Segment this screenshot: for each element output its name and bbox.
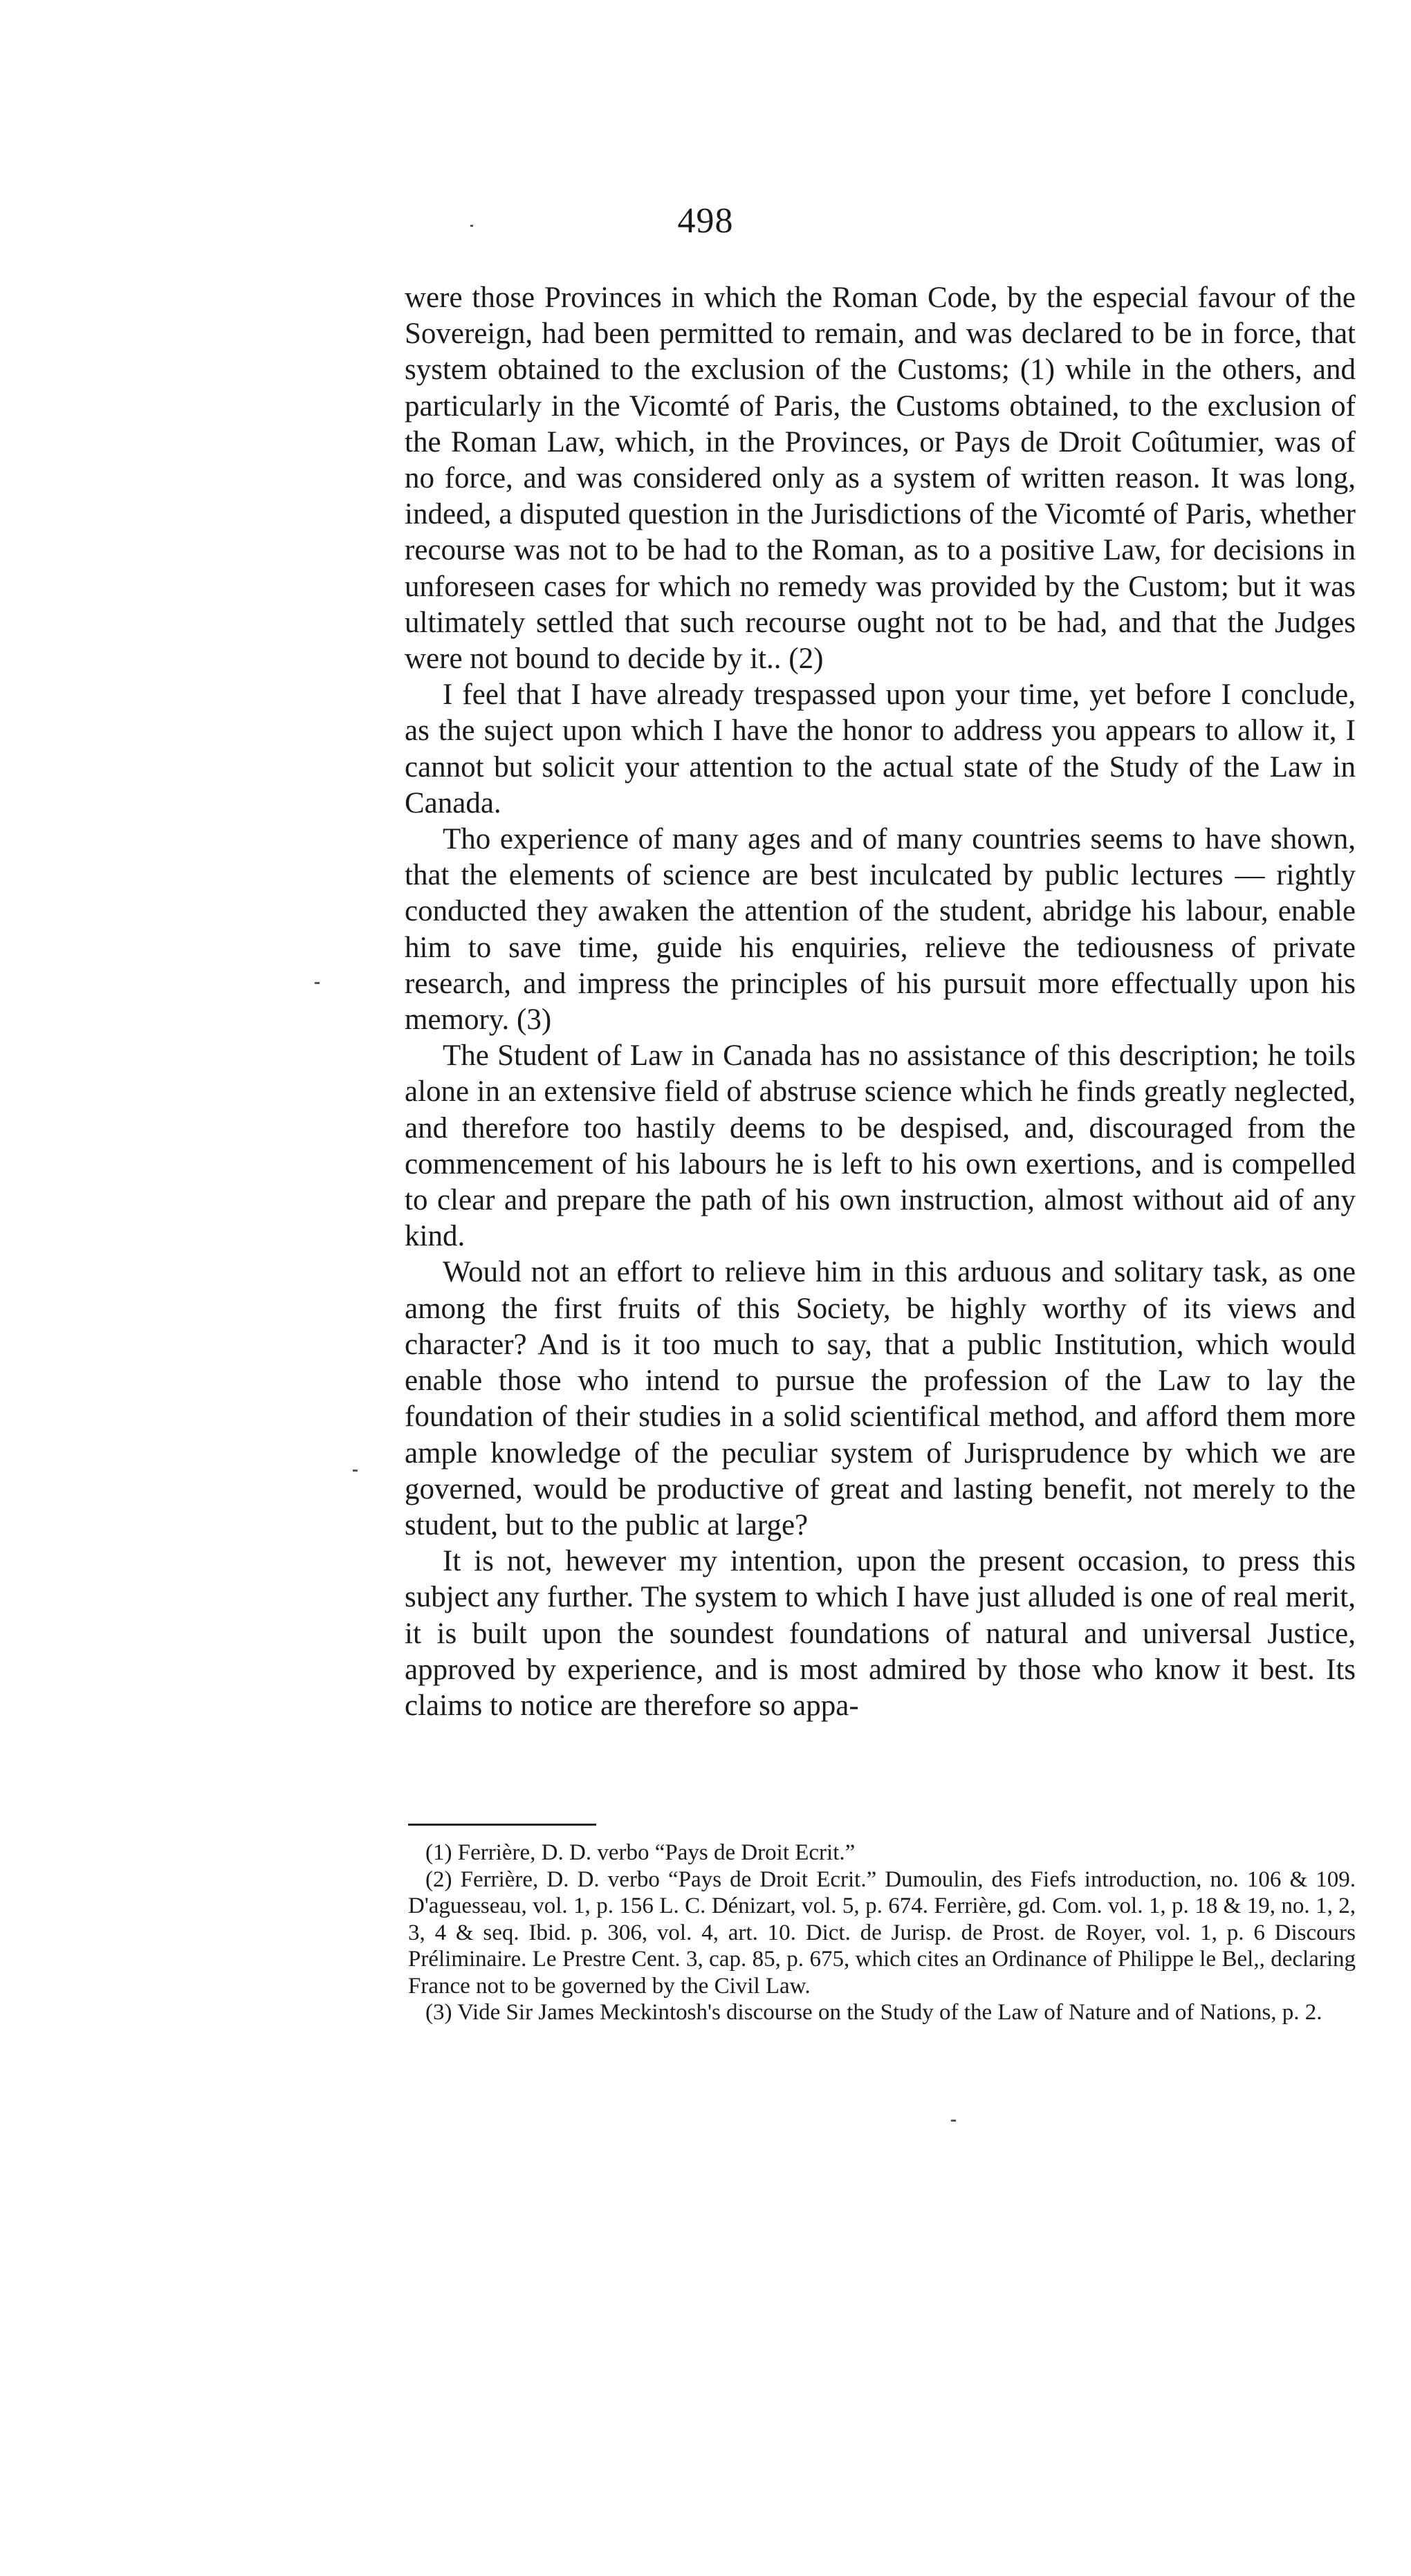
footnote: (1) Ferrière, D. D. verbo “Pays de Droit Ecrit.”: [425, 1840, 856, 1865]
page-number: 498: [677, 201, 734, 241]
footnote: (2) Ferrière, D. D. verbo “Pays de Droit Ecrit.” Dumoulin, des Fiefs introduction, no. 106 & 109. D'aguesseau, vol. 1, p. 156 L. C. Dénizart, vol. 5, p. 674. Ferrière, gd. Com. vol. 1, p. 18 & 19, no. 1, 2, 3, 4 & seq. Ibid. p. 306, vol. 4, art. 10. Dict. de Jurisp. de Prost. de Royer, vol. 1, p. 6 Discours Préliminaire. Le Prestre Cent. 3, cap. 85, p. 675, which cites an Ordinance of Philippe le Bel,, declaring France not to be governed by the Civil Law.: [408, 1866, 1356, 1999]
margin-speck: [470, 225, 473, 227]
paragraph: Would not an effort to relieve him in this arduous and solitary task, as one among the first fruits of this Society, be highly worthy of its views and character? And is it too much to say, that a public Institution, which would enable those who intend to pursue the profession of the Law to lay the foundation of their studies in a solid scientifical method, and afford them more ample knowledge of the peculiar system of Jurisprudence by which we are governed, would be productive of great and lasting benefit, not merely to the student, but to the public at large?: [405, 1256, 1356, 1541]
paragraph: It is not, hewever my intention, upon the present occasion, to press this subject any further. The system to which I have just alluded is one of real merit, it is built upon the soundest foundations of natural and universal Justice, approved by experience, and is most admired by those who know it best. Its claims to notice are therefore so appa-: [405, 1545, 1356, 1722]
footnotes: [408, 1840, 1356, 2026]
paragraph: The Student of Law in Canada has no assistance of this description; he toils alone in an extensive field of abstruse science which he finds greatly neglected, and therefore too hastily deems to be despised, and, discouraged from the commencement of his labours he is left to his own exertions, and is compelled to clear and prepare the path of his own instruction, almost without aid of any kind.: [405, 1039, 1356, 1253]
paragraph: were those Provinces in which the Roman Code, by the especial favour of the Sovereign, had been permitted to remain, and was declared to be in force, that system obtained to the exclusion of the Customs; (1) while in the others, and particularly in the Vicomté of Paris, the Customs obtained, to the exclusion of the Roman Law, which, in the Provinces, or Pays de Droit Coûtumier, was of no force, and was considered only as a system of written reason. It was long, indeed, a disputed question in the Jurisdictions of the Vicomté of Paris, whether recourse was not to be had to the Roman, as to a positive Law, for decisions in unforeseen cases for which no remedy was provided by the Custom; but it was ultimately settled that such recourse ought not to be had, and that the Judges were not bound to decide by it.. (2): [405, 281, 1356, 676]
footnote: (3) Vide Sir James Meckintosh's discourse on the Study of the Law of Nature and of Nations, p. 2.: [425, 2000, 1322, 2025]
margin-speck: [951, 2120, 956, 2122]
paragraph: Tho experience of many ages and of many countries seems to have shown, that the elements of science are best inculcated by public lectures — rightly conducted they awaken the attention of the student, abridge his labour, enable him to save time, guide his enquiries, relieve the tediousness of private research, and impress the principles of his pursuit more effectually upon his memory. (3): [405, 823, 1356, 1037]
margin-speck: [353, 1470, 358, 1472]
footnote-rule: [408, 1824, 596, 1826]
margin-speck: [315, 982, 320, 984]
body-text: [405, 280, 1356, 1724]
paragraph: I feel that I have already trespassed upon your time, yet before I conclude, as the suject upon which I have the honor to address you appears to allow it, I cannot but solicit your attention to the actual state of the Study of the Law in Canada.: [405, 678, 1356, 819]
